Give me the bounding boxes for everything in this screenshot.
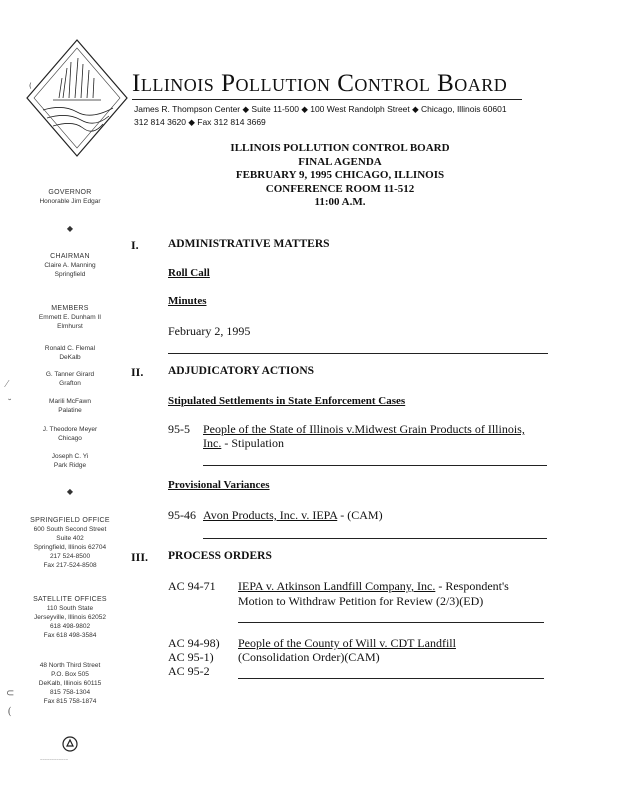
- office-line: 217 524-8500: [49, 553, 91, 560]
- member-block: [15, 344, 125, 362]
- case-title-link: IEPA v. Atkinson Landfill Company, Inc.: [238, 579, 436, 593]
- office-line: 618 498-9802: [49, 623, 91, 630]
- margin-mark: ⊂: [6, 688, 15, 699]
- case-title: [238, 579, 509, 594]
- governor-name: Honorable Jim Edgar: [39, 198, 101, 205]
- office-line: Springfield, Illinois 62704: [33, 544, 107, 551]
- chairman-block: [15, 252, 125, 279]
- case-title: [238, 636, 456, 651]
- office-line: P.O. Box 505: [51, 671, 89, 678]
- office-line: 48 North Third Street: [39, 662, 101, 669]
- case-title-link: Inc.: [203, 436, 222, 450]
- letterhead-rule: [132, 99, 522, 100]
- office-line: Fax 618 498-3584: [43, 632, 97, 639]
- case-title-cont: Motion to Withdraw Petition for Review (2/3)(ED): [238, 594, 484, 608]
- case-title: [203, 508, 383, 523]
- case-number: AC 94-98): [168, 636, 220, 650]
- board-seal-logo: [23, 38, 131, 158]
- divider-line: [238, 622, 544, 623]
- case-title-link: Avon Products, Inc. v. IEPA: [203, 508, 338, 522]
- governor-block: [15, 188, 125, 206]
- member-city: Chicago: [58, 435, 82, 442]
- minutes-heading: Minutes: [168, 295, 207, 307]
- roll-call-heading: Roll Call: [168, 267, 210, 279]
- chairman-name: Claire A. Manning: [44, 262, 96, 269]
- board-name: Illinois Pollution Control Board: [132, 70, 508, 97]
- member-city: DeKalb: [59, 354, 81, 361]
- members-block: [15, 304, 125, 331]
- phone-line: 312 814 3620 ◆ Fax 312 814 3669: [134, 117, 266, 127]
- divider-line: [203, 538, 547, 539]
- case-title-cont: (Consolidation Order)(CAM): [238, 650, 380, 664]
- case-number: 95-5: [168, 422, 190, 436]
- case-title-link: People of the County of Will v. CDT Landfill: [238, 636, 456, 650]
- case-suffix: - Respondent's: [435, 579, 509, 593]
- heading-line: 11:00 A.M.: [314, 196, 366, 208]
- chairman-city: Springfield: [54, 271, 86, 278]
- section-number: I.: [131, 238, 139, 252]
- case-title-link: People of the State of Illinois v.Midwest Grain Products of Illinois,: [203, 422, 525, 436]
- office-line: Suite 402: [56, 535, 84, 542]
- member-name: G. Tanner Girard: [45, 371, 95, 378]
- member-name: Emmett E. Dunham II: [38, 314, 102, 321]
- divider-line: [203, 465, 547, 466]
- satellite-office-block: [15, 661, 125, 706]
- springfield-office-block: [15, 516, 125, 570]
- case-suffix: - Stipulation: [221, 436, 284, 450]
- member-name: Marili McFawn: [49, 398, 91, 405]
- members-role: MEMBERS: [51, 305, 89, 312]
- member-city: Park Ridge: [53, 462, 87, 469]
- recycle-icon: [62, 736, 78, 752]
- divider-line: [238, 678, 544, 679]
- office-line: Fax 815 758-1874: [43, 698, 97, 705]
- member-city: Palatine: [58, 407, 82, 414]
- office-line: Fax 217-524-8508: [43, 562, 97, 569]
- office-line: DeKalb, Illinois 60115: [38, 680, 102, 687]
- heading-line: FEBRUARY 9, 1995 CHICAGO, ILLINOIS: [235, 169, 445, 181]
- svg-text:(: (: [29, 82, 32, 90]
- section-title: ADJUDICATORY ACTIONS: [168, 365, 315, 377]
- section-number: III.: [131, 550, 149, 564]
- springfield-office-title: SPRINGFIELD OFFICE: [30, 517, 110, 524]
- margin-mark: ⁄: [6, 379, 8, 390]
- case-number: AC 95-2: [168, 664, 210, 678]
- section-number: II.: [131, 365, 144, 379]
- case-number: AC 94-71: [168, 579, 216, 593]
- margin-mark: (: [8, 706, 12, 717]
- margin-mark: ˘: [8, 398, 12, 409]
- divider-line: [168, 353, 548, 354]
- heading-line: CONFERENCE ROOM 11-512: [265, 182, 415, 195]
- case-number: 95-46: [168, 508, 196, 522]
- stipulated-heading: Stipulated Settlements in State Enforcement Cases: [168, 395, 406, 407]
- satellite-offices-title: SATELLITE OFFICES: [33, 596, 107, 603]
- governor-role: GOVERNOR: [48, 189, 92, 196]
- address-line: James R. Thompson Center ◆ Suite 11-500 ◆ 100 West Randolph Street ◆ Chicago, Illinois 60601: [134, 104, 507, 114]
- section-title: ADMINISTRATIVE MATTERS: [168, 238, 330, 250]
- member-city: Grafton: [59, 380, 81, 387]
- minutes-date: February 2, 1995: [168, 324, 251, 338]
- office-line: 600 South Second Street: [33, 526, 107, 533]
- member-name: Ronald C. Flemal: [44, 345, 96, 352]
- diamond-separator: ◆: [66, 224, 74, 233]
- satellite-offices-block: [15, 595, 125, 640]
- office-line: 110 South State: [46, 605, 94, 612]
- case-title: [203, 422, 525, 437]
- chairman-role: CHAIRMAN: [50, 253, 90, 260]
- member-block: [15, 370, 125, 388]
- section-title: PROCESS ORDERS: [168, 550, 272, 562]
- heading-line: ILLINOIS POLLUTION CONTROL BOARD: [230, 142, 450, 154]
- diamond-separator: ◆: [66, 487, 74, 496]
- member-city: Elmhurst: [57, 323, 83, 330]
- recycled-paper-note: ~~~~~~~~~~~~: [40, 757, 69, 762]
- office-line: 815 758-1304: [49, 689, 91, 696]
- office-line: Jerseyville, Illinois 62052: [34, 614, 106, 621]
- heading-line: FINAL AGENDA: [298, 155, 382, 168]
- case-suffix: - (CAM): [337, 508, 383, 522]
- provisional-heading: Provisional Variances: [168, 479, 270, 491]
- member-name: Joseph C. Yi: [51, 453, 89, 460]
- member-name: J. Theodore Meyer: [42, 426, 98, 433]
- case-number: AC 95-1): [168, 650, 214, 664]
- member-block: [15, 425, 125, 443]
- member-block: [15, 397, 125, 415]
- member-block: [15, 452, 125, 470]
- agenda-heading: [160, 142, 520, 210]
- case-title-cont: [203, 436, 284, 451]
